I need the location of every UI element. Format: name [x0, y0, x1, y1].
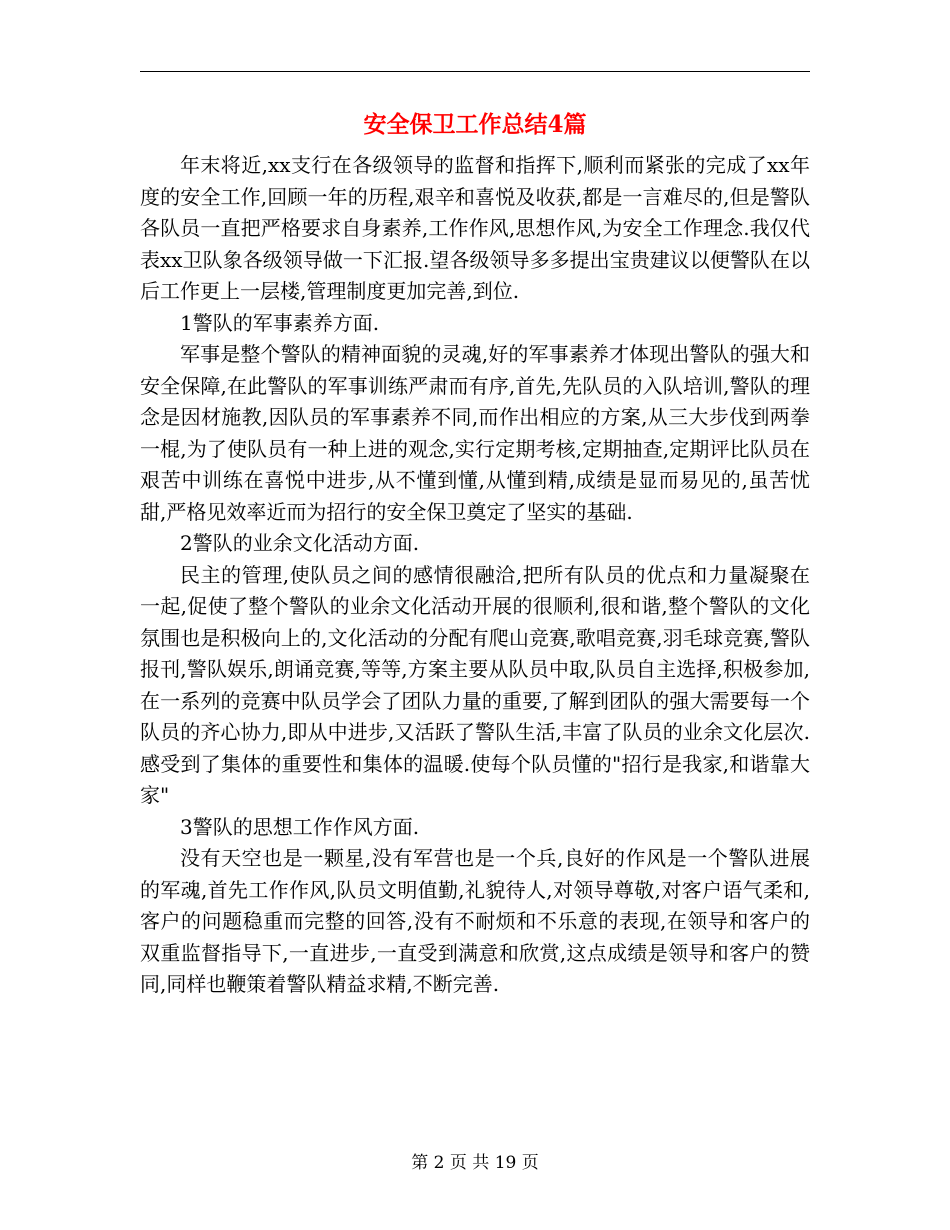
body-paragraph: 民主的管理,使队员之间的感情很融洽,把所有队员的优点和力量凝聚在一起,促使了整个警队的业余文化活动开展的很顺利,很和谐,整个警队的文化氛围也是积极向上的,文化活动的分配有爬山竞赛,歌唱竞赛,羽毛球竞赛,警队报刊,警队娱乐,朗诵竞赛,等等,方案主要从队员中取,队员自主选择,积极参加,在一系列的竞赛中队员学会了团队力量的重要,了解到团队的强大需要每一个队员的齐心协力,即从中进步,又活跃了警队生活,丰富了队员的业余文化层次.感受到了集体的重要性和集体的温暖.使每个队员懂的"招行是我家,和谐靠大家" [140, 562, 810, 807]
body-paragraph: 没有天空也是一颗星,没有军营也是一个兵,良好的作风是一个警队进展的军魂,首先工作作风,队员文明值勤,礼貌待人,对领导尊敬,对客户语气柔和,客户的问题稳重而完整的回答,没有不耐烦和不乐意的表现,在领导和客户的双重监督指导下,一直进步,一直受到满意和欣赏,这点成绩是领导和客户的赞同,同样也鞭策着警队精益求精,不断完善. [140, 846, 810, 996]
body-paragraph: 军事是整个警队的精神面貌的灵魂,好的军事素养才体现出警队的强大和安全保障,在此警队的军事训练严肃而有序,首先,先队员的入队培训,警队的理念是因材施教,因队员的军事素养不同,而作出相应的方案,从三大步伐到两拳一棍,为了使队员有一种上进的观念,实行定期考核,定期抽查,定期评比队员在艰苦中训练在喜悦中进步,从不懂到懂,从懂到精,成绩是显而易见的,虽苦忧甜,严格见效率近而为招行的安全保卫奠定了坚实的基础. [140, 342, 810, 524]
document-title: 安全保卫工作总结4篇 [363, 111, 587, 138]
section-heading: 3警队的思想工作作风方面. [180, 814, 420, 839]
header-rule [140, 71, 810, 72]
page-footer: 第 2 页 共 19 页 [411, 1153, 539, 1173]
body-paragraph: 年末将近,xx支行在各级领导的监督和指挥下,顺利而紧张的完成了xx年度的安全工作,回顾一年的历程,艰辛和喜悦及收获,都是一言难尽的,但是警队各队员一直把严格要求自身素养,工作作风,思想作风,为安全工作理念.我仅代表xx卫队象各级领导做一下汇报.望各级领导多多提出宝贵建议以便警队在以后工作更上一层楼,管理制度更加完善,到位. [140, 153, 810, 303]
section-heading: 1警队的军事素养方面. [180, 310, 380, 335]
document-body [140, 150, 810, 1001]
section-heading: 2警队的业余文化活动方面. [180, 531, 420, 555]
